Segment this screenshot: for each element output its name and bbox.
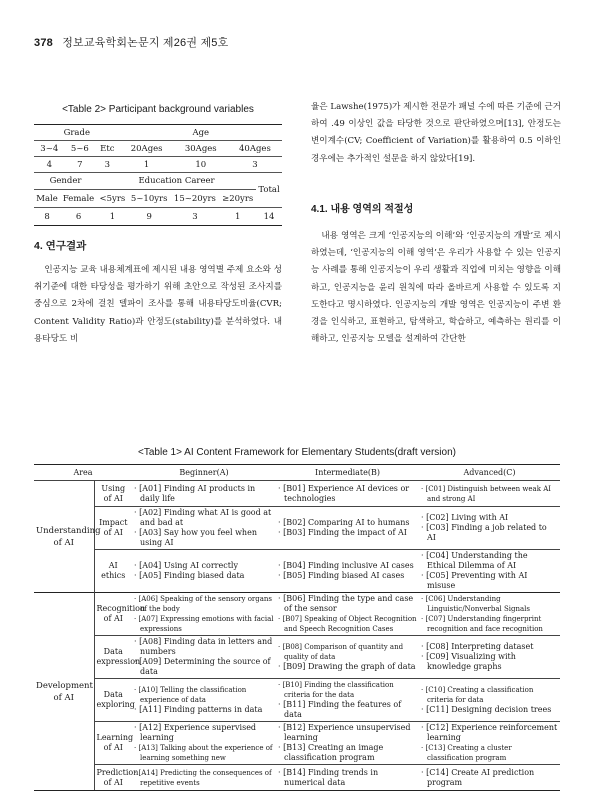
participant-background-table xyxy=(34,124,282,173)
table-row xyxy=(34,507,560,550)
cell: 3 xyxy=(228,157,282,173)
framework-item: · [B05] Finding biased AI cases xyxy=(278,571,405,580)
cell-a xyxy=(132,679,276,722)
framework-item: · [C01] Distinguish between weak AI and strong AI xyxy=(421,484,552,503)
framework-item: · [A01] Finding AI products in daily life xyxy=(134,483,256,503)
framework-item: · [C06] Understanding Linguistic/Nonverbal Signals xyxy=(421,595,530,613)
paragraph: 율은 Lawshe(1975)가 제시한 전문가 패널 수에 따른 기준에 근거하여 .49 이상인 값을 타당한 것으로 판단하였으며[13], 안정도는 변이계수(CV; Coefficient of Variation)를 활용하여 0.5 이하인 경우에는 추가적인 설문을 하지 않았다[19]. xyxy=(311,102,561,164)
total-header: Total xyxy=(256,172,282,208)
cell-b xyxy=(276,636,419,679)
cell-c xyxy=(419,550,560,593)
sub-area-label: Data expression xyxy=(94,636,132,679)
table-row xyxy=(34,481,560,507)
framework-item: · [C14] Create AI prediction program xyxy=(421,767,535,787)
area-label: Understanding of AI xyxy=(34,481,94,593)
cell: 8 xyxy=(34,208,60,226)
cell-a xyxy=(132,593,276,636)
cell: 9 xyxy=(128,208,171,226)
area-label: Development of AI xyxy=(34,593,94,791)
table-row xyxy=(34,636,560,679)
cell: Male xyxy=(34,190,60,208)
table-row xyxy=(34,765,560,791)
section-4-1-title: 4.1. 내용 영역의 적절성 xyxy=(311,204,414,215)
cell-b xyxy=(276,593,419,636)
cell-a xyxy=(132,507,276,550)
framework-item: · [C05] Preventing with AI misuse xyxy=(421,571,528,590)
framework-item: · [A12] Experience supervised learning xyxy=(134,723,257,742)
framework-item: · [C10] Creating a classification criteria for data xyxy=(421,686,534,704)
cell: 1 xyxy=(120,157,174,173)
framework-item: · [A10] Telling the classification experience of data xyxy=(134,686,247,704)
participant-background-table-2 xyxy=(34,172,282,226)
cell-c xyxy=(419,481,560,507)
cell-a xyxy=(132,550,276,593)
framework-item: · [B08] Comparison of quantity and quality of data xyxy=(278,643,404,661)
sub-area-label: Using of AI xyxy=(101,483,126,503)
framework-item: · [B11] Finding the features of data xyxy=(278,700,402,719)
cell: 1 xyxy=(97,208,128,226)
framework-item: · [C04] Understanding the Ethical Dilemma of AI xyxy=(421,551,528,570)
sub-area-label: Impact of AI xyxy=(94,507,132,550)
cell: 3 xyxy=(171,208,220,226)
framework-item: · [B02] Comparing AI to humans xyxy=(278,518,410,527)
header-area: Area xyxy=(34,465,132,481)
cell-c xyxy=(419,507,560,550)
cell-c xyxy=(419,593,560,636)
cell-a xyxy=(132,722,276,765)
sub-area-label: Data exploring xyxy=(94,679,132,722)
table-row xyxy=(34,593,560,636)
cell-c xyxy=(419,765,560,791)
framework-body xyxy=(34,481,560,791)
cell: 4 xyxy=(34,157,65,173)
cell-b xyxy=(276,550,419,593)
table1-caption: <Table 1> AI Content Framework for Elementary Students(draft version) xyxy=(138,447,456,458)
age-header: Age xyxy=(120,125,282,141)
paragraph: 내용 영역은 크게 ‘인공지능의 이해’와 ‘인공지능의 개발’로 제시하였는데, ‘인공지능의 이해 영역’은 우리가 사용할 수 있는 인공지능 사례를 통해 인공지능이 우리 생활과 직업에 미치는 영향을 이해하고, 인공지능을 윤리 원칙에 따라 올바르게 사용할 수 있도록 지도한다고 명시하였다. 인공지능의 개발 영역은 인공지능이 주변 환경을 인식하고, 표현하고, 탐색하고, 학습하고, 예측하는 원리를 이해하고, 인공지능 모델을 설계하여 간단한 xyxy=(311,231,561,345)
framework-item: · [A13] Talking about the experience of learning something new xyxy=(134,744,273,762)
cell: 5~10yrs xyxy=(128,190,171,208)
cell-b xyxy=(276,679,419,722)
framework-item: · [C07] Understanding fingerprint recognition and face recognition xyxy=(421,615,543,633)
framework-item: · [B06] Finding the type and case of the sensor xyxy=(278,594,414,613)
framework-item: · [A02] Finding what AI is good at and bad at xyxy=(134,508,272,527)
cell: 14 xyxy=(256,208,282,226)
framework-item: · [C13] Creating a cluster classification program xyxy=(421,744,512,762)
framework-item: · [A03] Say how you feel when using AI xyxy=(134,528,257,547)
framework-item: · [C11] Designing decision trees xyxy=(421,705,552,714)
section-4-title: 4. 연구결과 xyxy=(34,240,87,252)
framework-item: · [B01] Experience AI devices or technologies xyxy=(278,483,410,503)
sub-area-label: Prediction of AI xyxy=(94,765,132,791)
framework-item: · [B07] Speaking of Object Recognition and Speech Recognition Cases xyxy=(278,615,417,633)
right-column-paragraph-1 xyxy=(311,99,561,168)
cell: 15~20yrs xyxy=(171,190,220,208)
cell-c xyxy=(419,722,560,765)
cell: ≥20yrs xyxy=(219,190,256,208)
cell: 20Ages xyxy=(120,141,174,157)
table-row xyxy=(34,722,560,765)
grade-header: Grade xyxy=(34,125,120,141)
paragraph: 인공지능 교육 내용체계표에 제시된 내용 영역별 주제 요소와 성취기준에 대한 타당성을 평가하기 위해 초안으로 작성된 조사지를 중심으로 2차에 걸친 델파이 조사를 통해 내용타당도비율(CVR; Content Validity Ratio)과 안정도(stability)를 분석하였다. 내용타당도 비 xyxy=(34,265,283,344)
table-row xyxy=(34,550,560,593)
cell: <5yrs xyxy=(97,190,128,208)
page-number: 378 xyxy=(34,37,53,49)
header-intermediate: Intermediate(B) xyxy=(276,465,419,481)
cell: 10 xyxy=(174,157,228,173)
framework-item: · [C09] Visualizing with knowledge graphs xyxy=(421,652,516,671)
cell: 30Ages xyxy=(174,141,228,157)
framework-item: · [A04] Using AI correctly xyxy=(134,561,238,570)
cell-a xyxy=(132,481,276,507)
header-beginner: Beginner(A) xyxy=(132,465,276,481)
ai-content-framework-table xyxy=(34,464,560,791)
right-column-paragraph-2 xyxy=(311,228,561,348)
framework-item: · [B14] Finding trends in numerical data xyxy=(278,767,379,787)
framework-item: · [A09] Determining the source of data xyxy=(134,657,271,676)
cell-c xyxy=(419,636,560,679)
journal-title: 정보교육학회논문지 제26권 제5호 xyxy=(62,37,229,49)
header-advanced: Advanced(C) xyxy=(419,465,560,481)
framework-item: · [A06] Speaking of the sensory organs of the body xyxy=(134,595,273,613)
framework-item: · [A08] Finding data in letters and numbers xyxy=(134,637,273,656)
framework-item: · [A05] Finding biased data xyxy=(134,571,245,580)
gender-header: Gender xyxy=(34,172,97,190)
section-4-body xyxy=(34,262,282,348)
framework-item: · [B12] Experience unsupervised learning xyxy=(278,723,411,742)
table2-caption: <Table 2> Participant background variables xyxy=(62,104,254,115)
framework-item: · [B13] Creating an image classification program xyxy=(278,743,384,762)
framework-item: · [C03] Finding a job related to AI xyxy=(421,523,547,542)
cell-a xyxy=(132,765,276,791)
framework-item: · [C02] Living with AI xyxy=(421,513,509,522)
framework-item: · [A11] Finding patterns in data xyxy=(134,705,263,714)
framework-item: · [C08] Interpreting dataset xyxy=(421,642,534,651)
cell: 5~6 xyxy=(65,141,96,157)
framework-item: · [B09] Drawing the graph of data xyxy=(278,662,416,671)
sub-area-label: Learning of AI xyxy=(94,722,132,765)
cell: 1 xyxy=(219,208,256,226)
cell: 6 xyxy=(60,208,97,226)
cell-b xyxy=(276,722,419,765)
cell-a xyxy=(132,636,276,679)
cell: 3~4 xyxy=(34,141,65,157)
framework-item: · [A07] Expressing emotions with facial expressions xyxy=(134,615,274,633)
cell-b xyxy=(276,507,419,550)
running-header xyxy=(34,34,228,50)
cell-b xyxy=(276,481,419,507)
sub-area-label: AI ethics xyxy=(94,550,132,593)
cell: 7 xyxy=(65,157,96,173)
cell: Female xyxy=(60,190,97,208)
framework-item: · [B10] Finding the classification criteria for the data xyxy=(278,681,394,699)
cell-b xyxy=(276,765,419,791)
framework-item: · [A14] Predicting the consequences of repetitive events xyxy=(134,768,272,787)
framework-item: · [C12] Experience reinforcement learning xyxy=(421,723,558,742)
framework-item: · [B04] Finding inclusive AI cases xyxy=(278,561,414,570)
career-header: Education Career xyxy=(97,172,256,190)
cell: 3 xyxy=(95,157,119,173)
cell: Etc xyxy=(95,141,119,157)
sub-area-label: Recognition of AI xyxy=(94,593,132,636)
table-row xyxy=(34,679,560,722)
framework-item: · [B03] Finding the impact of AI xyxy=(278,528,407,537)
cell-c xyxy=(419,679,560,722)
cell: 40Ages xyxy=(228,141,282,157)
